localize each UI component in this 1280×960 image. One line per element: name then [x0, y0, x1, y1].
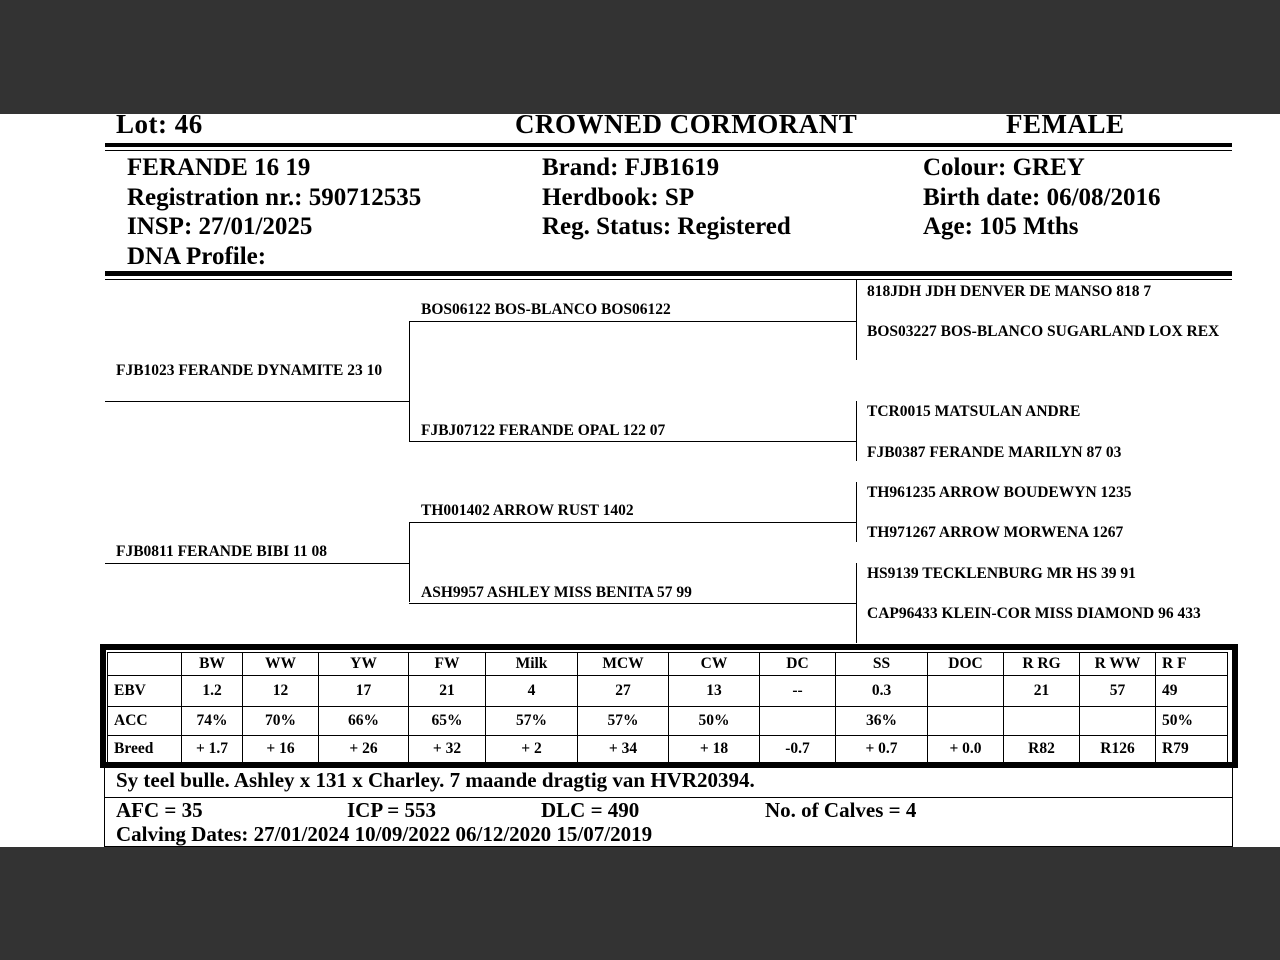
ebv-row-label: ACC [108, 707, 182, 736]
ebv-cell: + 32 [409, 736, 486, 763]
ebv-header-cell: CW [669, 653, 760, 676]
ebv-cell [1080, 707, 1156, 736]
ebv-cell: R82 [1004, 736, 1080, 763]
ebv-cell: + 26 [319, 736, 409, 763]
catalogue-page [0, 114, 1280, 847]
ebv-header-cell: BW [182, 653, 243, 676]
ebv-cell: 70% [243, 707, 319, 736]
ebv-header-cell: YW [319, 653, 409, 676]
ebv-cell [760, 707, 836, 736]
ebv-row [108, 736, 1228, 763]
stat-calves: No. of Calves = 4 [765, 798, 917, 822]
ebv-cell: + 18 [669, 736, 760, 763]
ebv-cell: 12 [243, 676, 319, 707]
ebv-cell: 57% [486, 707, 578, 736]
ebv-header-cell: WW [243, 653, 319, 676]
pedigree-gg-6: TH971267 ARROW MORWENA 1267 [867, 524, 1124, 541]
ebv-row-label: EBV [108, 676, 182, 707]
ebv-header-cell: R RG [1004, 653, 1080, 676]
ebv-cell: 50% [669, 707, 760, 736]
ebv-cell [1004, 707, 1080, 736]
ebv-row-label: Breed [108, 736, 182, 763]
comments-divider [104, 797, 1233, 798]
ebv-cell: 13 [669, 676, 760, 707]
ebv-cell: + 34 [578, 736, 669, 763]
pedigree-sire: FJB1023 FERANDE DYNAMITE 23 10 [116, 362, 383, 379]
ebv-cell: 66% [319, 707, 409, 736]
ebv-table [107, 652, 1228, 763]
pedigree-line [409, 522, 856, 523]
ebv-row [108, 707, 1228, 736]
animal-name: FERANDE 16 19 [127, 154, 311, 181]
registration-number: Registration nr.: 590712535 [127, 183, 422, 211]
pedigree-line [105, 401, 409, 402]
ebv-header-cell: R F [1156, 653, 1228, 676]
dna-profile: DNA Profile: [127, 242, 267, 270]
brand: Brand: FJB1619 [542, 154, 720, 181]
ebv-cell: 57% [578, 707, 669, 736]
pedigree-connector [856, 482, 857, 542]
ebv-cell: 65% [409, 707, 486, 736]
ebv-cell: 27 [578, 676, 669, 707]
stat-icp: ICP = 553 [347, 798, 436, 822]
ebv-cell: R79 [1156, 736, 1228, 763]
ebv-row [108, 676, 1228, 707]
pedigree-connector [856, 280, 857, 360]
pedigree-connector [409, 321, 410, 441]
ebv-cell: 36% [836, 707, 928, 736]
calving-dates: Calving Dates: 27/01/2024 10/09/2022 06/12/2020 15/07/2019 [116, 822, 653, 846]
age: Age: 105 Mths [923, 213, 1079, 240]
ebv-cell: + 2 [486, 736, 578, 763]
ebv-cell: 17 [319, 676, 409, 707]
ebv-header-cell: FW [409, 653, 486, 676]
herdbook: Herdbook: SP [542, 183, 695, 211]
ebv-cell: 74% [182, 707, 243, 736]
ebv-cell: + 0.7 [836, 736, 928, 763]
ebv-cell: 1.2 [182, 676, 243, 707]
stat-dlc: DLC = 490 [541, 798, 640, 822]
pedigree-sire-dam: FJBJ07122 FERANDE OPAL 122 07 [421, 422, 666, 439]
ebv-header-cell: DOC [928, 653, 1004, 676]
pedigree-gg-8: CAP96433 KLEIN-COR MISS DIAMOND 96 433 [867, 605, 1201, 622]
ebv-header-cell: Milk [486, 653, 578, 676]
pedigree-dam-dam: ASH9957 ASHLEY MISS BENITA 57 99 [421, 584, 692, 601]
ebv-cell: -- [760, 676, 836, 707]
ebv-header-cell: R WW [1080, 653, 1156, 676]
ebv-cell: 49 [1156, 676, 1228, 707]
pedigree-line [409, 321, 856, 322]
pedigree-connector [409, 522, 410, 602]
pedigree-gg-5: TH961235 ARROW BOUDEWYN 1235 [867, 484, 1132, 501]
pedigree-connector [856, 563, 857, 643]
ebv-cell: + 0.0 [928, 736, 1004, 763]
breed-title: CROWNED CORMORANT [515, 114, 858, 139]
sex-label: FEMALE [1006, 114, 1125, 139]
pedigree-sire-sire: BOS06122 BOS-BLANCO BOS06122 [421, 301, 671, 318]
colour: Colour: GREY [923, 154, 1085, 181]
ebv-cell [928, 676, 1004, 707]
animal-info-left [127, 153, 421, 271]
pedigree-line [105, 563, 409, 564]
inspection-date: INSP: 27/01/2025 [127, 213, 313, 240]
birth-date: Birth date: 06/08/2016 [923, 183, 1161, 211]
ebv-header-cell: MCW [578, 653, 669, 676]
stat-afc: AFC = 35 [116, 798, 203, 822]
ebv-cell: 21 [409, 676, 486, 707]
header-rule-thick [105, 143, 1232, 147]
ebv-header-cell: DC [760, 653, 836, 676]
ebv-cell [928, 707, 1004, 736]
ebv-cell: + 1.7 [182, 736, 243, 763]
registration-status: Reg. Status: Registered [542, 213, 791, 240]
pedigree-line [409, 603, 856, 604]
lot-number: Lot: 46 [116, 114, 203, 139]
pedigree-gg-4: FJB0387 FERANDE MARILYN 87 03 [867, 444, 1122, 461]
ebv-cell: 50% [1156, 707, 1228, 736]
pedigree-dam-sire: TH001402 ARROW RUST 1402 [421, 502, 634, 519]
ebv-cell: 57 [1080, 676, 1156, 707]
ebv-cell: + 16 [243, 736, 319, 763]
info-rule-thick [105, 271, 1232, 276]
info-rule-thin [105, 279, 1232, 280]
pedigree-connector [856, 401, 857, 461]
pedigree-dam: FJB0811 FERANDE BIBI 11 08 [116, 543, 328, 560]
pedigree-gg-3: TCR0015 MATSULAN ANDRE [867, 403, 1081, 420]
ebv-cell: -0.7 [760, 736, 836, 763]
pedigree-gg-7: HS9139 TECKLENBURG MR HS 39 91 [867, 565, 1136, 582]
animal-info-middle [542, 153, 791, 242]
ebv-cell: 21 [1004, 676, 1080, 707]
ebv-header-cell [108, 653, 182, 676]
pedigree-gg-2: BOS03227 BOS-BLANCO SUGARLAND LOX REX [867, 323, 1220, 340]
pedigree-line [409, 441, 856, 442]
pedigree-gg-1: 818JDH JDH DENVER DE MANSO 818 7 [867, 283, 1152, 300]
ebv-header-cell: SS [836, 653, 928, 676]
comments: Sy teel bulle. Ashley x 131 x Charley. 7 maande dragtig van HVR20394. [116, 768, 755, 792]
ebv-cell: R126 [1080, 736, 1156, 763]
ebv-cell: 0.3 [836, 676, 928, 707]
ebv-cell: 4 [486, 676, 578, 707]
ebv-header-row [108, 653, 1228, 676]
header-rule-thin [105, 150, 1232, 151]
animal-info-right [923, 153, 1161, 242]
